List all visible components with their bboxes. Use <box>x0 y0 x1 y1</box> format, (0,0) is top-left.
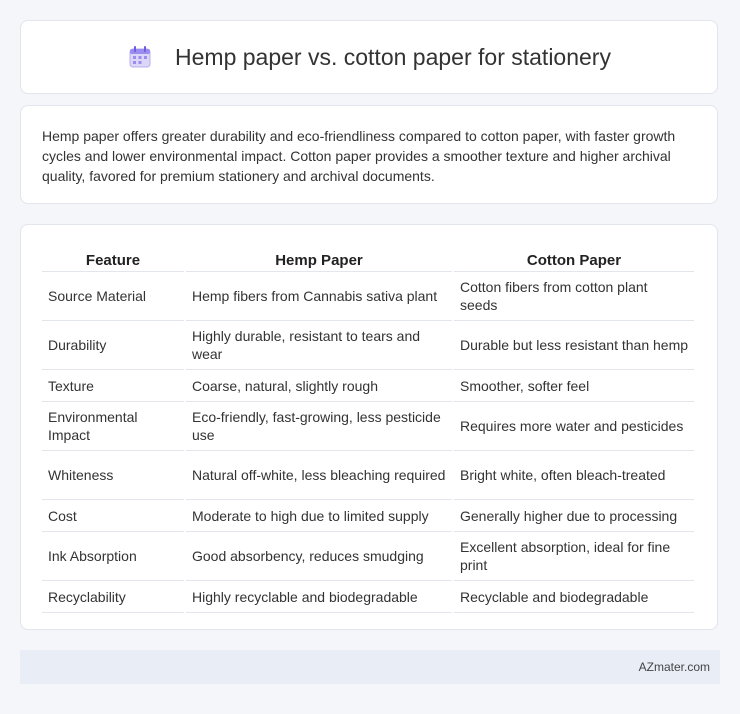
page-title <box>127 44 611 71</box>
header-cotton-paper: Cotton Paper <box>454 247 694 272</box>
table-row <box>42 451 694 500</box>
cotton-cell: Cotton fibers from cotton plant seeds <box>454 272 694 321</box>
hemp-cell: Eco-friendly, fast-growing, less pesticide use <box>186 402 452 451</box>
table-row <box>42 370 694 402</box>
cotton-cell: Durable but less resistant than hemp <box>454 321 694 370</box>
title-card <box>20 20 718 94</box>
table-header-row <box>42 247 694 272</box>
feature-cell: Environmental Impact <box>42 402 184 451</box>
title-text: Hemp paper vs. cotton paper for stationery <box>175 43 611 70</box>
table-row <box>42 500 694 532</box>
feature-cell: Recyclability <box>42 581 184 613</box>
header-feature: Feature <box>42 247 184 272</box>
hemp-cell: Moderate to high due to limited supply <box>186 500 452 532</box>
footer <box>20 650 720 684</box>
table-row <box>42 581 694 613</box>
comparison-table-card <box>20 224 718 630</box>
footer-brand[interactable]: AZmater.com <box>638 660 710 674</box>
calendar-icon <box>127 44 153 70</box>
summary-card <box>20 105 718 204</box>
hemp-cell: Highly recyclable and biodegradable <box>186 581 452 613</box>
hemp-cell: Coarse, natural, slightly rough <box>186 370 452 402</box>
feature-cell: Ink Absorption <box>42 532 184 581</box>
cotton-cell: Smoother, softer feel <box>454 370 694 402</box>
table-row <box>42 532 694 581</box>
table-row <box>42 321 694 370</box>
header-hemp-paper: Hemp Paper <box>186 247 452 272</box>
summary-text: Hemp paper offers greater durability and eco-friendliness compared to cotton paper, with faster growth cycles and lower environmental impact. Cotton paper provides a smoother texture and higher archival quality, favored for premium stationery and archival documents. <box>42 128 676 184</box>
table-row <box>42 402 694 451</box>
feature-cell: Durability <box>42 321 184 370</box>
cotton-cell: Generally higher due to processing <box>454 500 694 532</box>
cotton-cell: Bright white, often bleach-treated <box>454 451 694 500</box>
cotton-cell: Recyclable and biodegradable <box>454 581 694 613</box>
cotton-cell: Requires more water and pesticides <box>454 402 694 451</box>
feature-cell: Whiteness <box>42 451 184 500</box>
table-row <box>42 272 694 321</box>
hemp-cell: Good absorbency, reduces smudging <box>186 532 452 581</box>
cotton-cell: Excellent absorption, ideal for fine print <box>454 532 694 581</box>
hemp-cell: Highly durable, resistant to tears and wear <box>186 321 452 370</box>
comparison-table <box>40 247 696 613</box>
feature-cell: Texture <box>42 370 184 402</box>
feature-cell: Cost <box>42 500 184 532</box>
hemp-cell: Hemp fibers from Cannabis sativa plant <box>186 272 452 321</box>
hemp-cell: Natural off-white, less bleaching required <box>186 451 452 500</box>
feature-cell: Source Material <box>42 272 184 321</box>
